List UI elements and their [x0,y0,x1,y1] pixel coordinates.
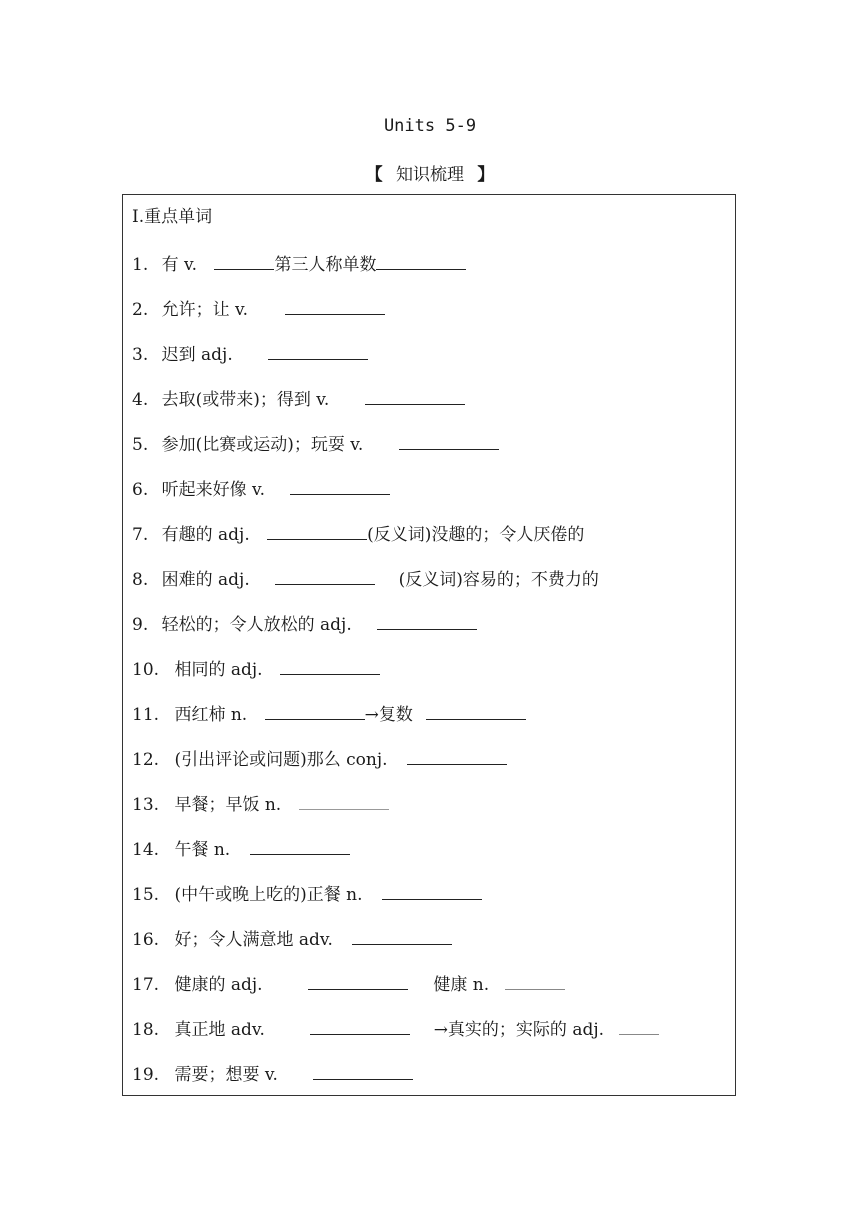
item-text: 午餐 n. [174,840,231,860]
answer-blank[interactable] [619,1016,659,1035]
list-item [132,611,477,637]
item-note: →复数 [364,705,413,725]
list-item [132,296,385,322]
answer-blank[interactable] [426,701,526,720]
answer-blank[interactable] [365,386,465,405]
exercise-box [122,194,736,1096]
item-number: 6. [132,480,149,500]
answer-blank[interactable] [308,971,408,990]
item-text: 困难的 adj. [161,570,250,590]
list-item [132,881,482,907]
answer-blank[interactable] [313,1061,413,1080]
item-text: 需要；想要 v. [174,1065,278,1085]
item-text: 有 v. [161,255,198,275]
answer-blank[interactable] [382,881,482,900]
list-item [132,926,452,952]
item-number: 19. [132,1065,160,1085]
answer-blank[interactable] [352,926,452,945]
list-item [132,971,565,997]
answer-blank[interactable] [267,521,367,540]
item-number: 2. [132,300,149,320]
answer-blank[interactable] [285,296,385,315]
answer-blank[interactable] [250,836,350,855]
answer-blank[interactable] [299,791,389,810]
answer-blank[interactable] [376,251,466,270]
item-text: 健康的 adj. [174,975,263,995]
answer-blank[interactable] [214,251,274,270]
bracket-right: 】 [477,165,495,185]
item-number: 4. [132,390,149,410]
section-heading: I.重点单词 [132,207,213,227]
list-item [132,701,526,727]
item-text: 轻松的；令人放松的 adj. [161,615,352,635]
answer-blank[interactable] [407,746,507,765]
item-text: (中午或晚上吃的)正餐 n. [174,885,363,905]
item-number: 8. [132,570,149,590]
item-text: 听起来好像 v. [161,480,266,500]
item-text: 去取(或带来)；得到 v. [161,390,330,410]
item-number: 9. [132,615,149,635]
list-item [132,566,599,592]
answer-blank[interactable] [377,611,477,630]
item-number: 10. [132,660,160,680]
list-item [132,431,499,457]
item-number: 3. [132,345,149,365]
item-text: 迟到 adj. [161,345,233,365]
list-item [132,1016,659,1042]
item-note: 第三人称单数 [274,255,377,275]
item-number: 14. [132,840,160,860]
item-note: (反义词)容易的；不费力的 [398,570,599,590]
item-text: 早餐；早饭 n. [174,795,282,815]
page-title: Units 5-9 [383,116,477,136]
list-item [132,656,380,682]
subtitle-text: 知识梳理 [396,165,464,185]
list-item [132,791,389,817]
answer-blank[interactable] [310,1016,410,1035]
item-number: 16. [132,930,160,950]
item-number: 12. [132,750,160,770]
item-text: 有趣的 adj. [161,525,250,545]
item-note: (反义词)没趣的；令人厌倦的 [367,525,585,545]
item-number: 17. [132,975,160,995]
item-text: 真正地 adv. [174,1020,265,1040]
item-text: (引出评论或问题)那么 conj. [174,750,388,770]
item-number: 13. [132,795,160,815]
answer-blank[interactable] [275,566,375,585]
bracket-left: 【 [365,165,383,185]
item-text: 相同的 adj. [174,660,263,680]
item-note: 健康 n. [433,975,490,995]
list-item [132,836,350,862]
item-text: 参加(比赛或运动)；玩耍 v. [161,435,364,455]
list-item [132,251,466,277]
item-number: 5. [132,435,149,455]
answer-blank[interactable] [280,656,380,675]
list-item [132,746,507,772]
list-item [132,341,368,367]
answer-blank[interactable] [268,341,368,360]
item-number: 1. [132,255,149,275]
answer-blank[interactable] [265,701,365,720]
answer-blank[interactable] [399,431,499,450]
list-item [132,386,465,412]
answer-blank[interactable] [290,476,390,495]
item-number: 7. [132,525,149,545]
item-text: 好；令人满意地 adv. [174,930,333,950]
list-item [132,521,584,547]
item-text: 允许；让 v. [161,300,249,320]
list-item [132,1061,413,1087]
item-number: 11. [132,705,160,725]
item-text: 西红柿 n. [174,705,248,725]
item-number: 15. [132,885,160,905]
answer-blank[interactable] [505,971,565,990]
list-item [132,476,390,502]
item-number: 18. [132,1020,160,1040]
item-note: →真实的；实际的 adj. [433,1020,605,1040]
section-subtitle [0,160,860,185]
